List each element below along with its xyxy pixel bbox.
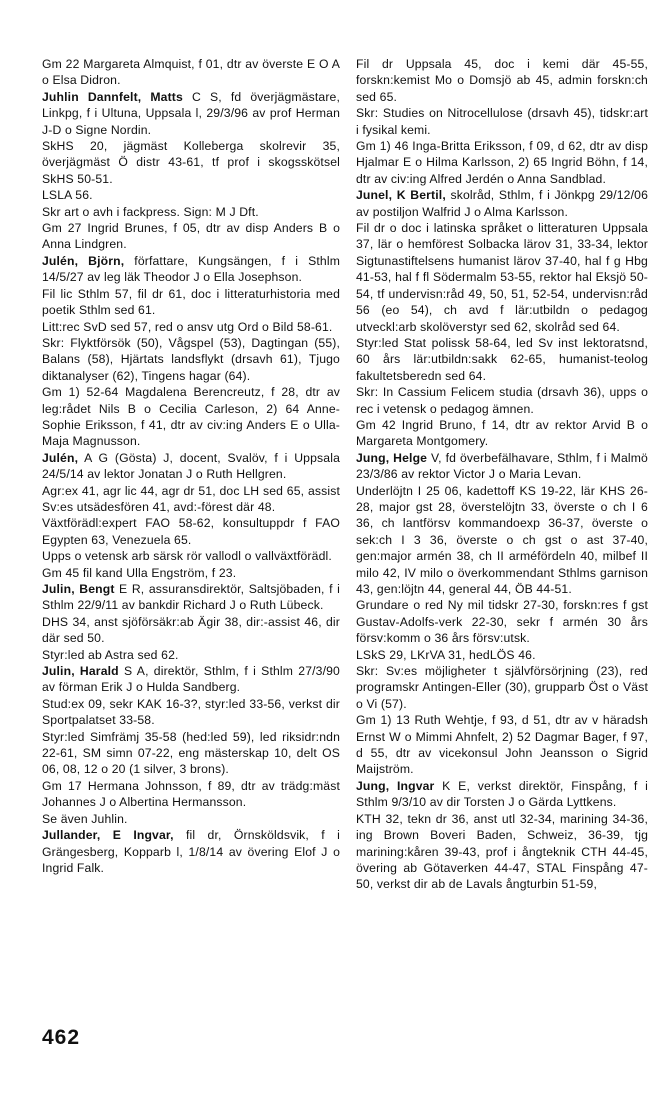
entry-text: Växtförädl:expert FAO 58-62, konsultuppdr f FAO Egypten 63, Venezuela 65. (42, 516, 340, 547)
entry-paragraph (42, 729, 340, 778)
entry-heading-paragraph (356, 187, 648, 220)
entry-text: Grundare o red Ny mil tidskr 27-30, forskn:res f gst Gustav-Adolfs-verk 22-30, sekr f armén 30 års försv:komm o 36 års försv:utsk. (356, 598, 648, 646)
entry-text: Skr: Sv:es möjligheter t självförsörjning (23), red programskr Antingen-Eller (30), grupparb Öst o Väst o Vi (57). (356, 664, 648, 711)
entry-paragraph (42, 384, 340, 450)
entry-paragraph (356, 138, 648, 187)
entry-text: Gm 1) 46 Inga-Britta Eriksson, f 09, d 62, dtr av disp Hjalmar E o Hilma Karlsson, 2) 65 Ingrid Böhn, f 14, dtr av civ:ing Alfred Jerdén o Anna Sandblad. (356, 139, 648, 186)
entry-paragraph (42, 56, 340, 89)
entry-paragraph (356, 483, 648, 598)
entry-text: S A, direktör, Sthlm, f i Sthlm 27/3/90 av förman Erik J o Hulda Sandberg. (42, 664, 340, 695)
entry-name: Julén, (42, 450, 79, 465)
entry-text: Skr art o avh i fackpress. Sign: M J Dft. (42, 204, 259, 219)
entry-name: Juhlin Dannfelt, Matts (42, 89, 183, 104)
entry-text: Styr:led ab Astra sed 62. (42, 647, 179, 662)
entry-text: LSkS 29, LKrVA 31, hedLÖS 46. (356, 647, 536, 662)
entry-text: V, fd överbefälhavare, Sthlm, f i Malmö 23/3/86 av rektor Victor J o Maria Levan. (356, 450, 648, 482)
entry-text: Underlöjtn I 25 06, kadettoff KS 19-22, lär KHS 26-28, major gst 28, överstelöjtn 33, överste o ch I 6 36, ch lantförsv kommandoexp 36-37, överste o sek:ch I 3 36, överste o ch gst o ast 37-40, gen:major armén 38, ch II arméfördeln 40, milbef II milo 42, IV milo o överkommendant Sthlms garnison 43, gen:löjtn 44, general 44, ÖB 44-51. (356, 483, 648, 596)
entry-name: Jung, Helge (356, 450, 428, 465)
entry-text: SkHS 20, jägmäst Kolleberga skolrevir 35, överjägmäst Ö distr 43-61, tf prof i skogsskötsel SkHS 50-51. (42, 139, 340, 186)
entry-heading-paragraph (42, 827, 340, 876)
entry-text: Gm 27 Ingrid Brunes, f 05, dtr av disp Anders B o Anna Lindgren. (42, 221, 340, 252)
entry-heading-paragraph (356, 450, 648, 483)
entry-name: Julin, Harald (42, 664, 119, 679)
entry-name: Julin, Bengt (42, 582, 115, 596)
entry-paragraph (42, 483, 340, 516)
entry-name: Jullander, E Ingvar, (42, 828, 174, 843)
entry-paragraph (42, 696, 340, 729)
entry-text: Skr: Studies on Nitrocellulose (drsavh 45), tidskr:art i fysikal kemi. (356, 106, 648, 137)
entry-paragraph (42, 515, 340, 548)
entry-paragraph (356, 417, 648, 450)
entry-text: DHS 34, anst sjöförsäkr:ab Ägir 38, dir:-assist 46, dir där sed 50. (42, 614, 340, 646)
entry-paragraph (42, 548, 340, 564)
entry-text: Gm 17 Hermana Johnsson, f 89, dtr av trädg:mäst Johannes J o Albertina Hermansson. (42, 778, 340, 810)
entry-paragraph (42, 204, 340, 220)
entry-text: A G (Gösta) J, docent, Svalöv, f i Uppsala 24/5/14 av lektor Jonatan J o Ruth Hellgren. (42, 450, 340, 482)
entry-paragraph (356, 647, 648, 663)
entry-text: Fil dr Uppsala 45, doc i kemi där 45-55, forskn:kemist Mo o Domsjö ab 45, admin forskn:ch sed 65. (356, 57, 648, 104)
entry-text: Gm 45 fil kand Ulla Engström, f 23. (42, 565, 237, 580)
entry-paragraph (42, 187, 340, 203)
entry-text: författare, Kungsängen, f i Sthlm 14/5/27 av leg läk Theodor J o Ella Josephson. (42, 253, 340, 285)
left-column (42, 56, 340, 876)
entry-text: Gm 22 Margareta Almquist, f 01, dtr av överste E O A o Elsa Didron. (42, 57, 340, 88)
entry-text: C S, fd överjägmästare, Linkpg, f i Ultuna, Uppsala l, 29/3/96 av prof Herman J-D o Signe Nordin. (42, 89, 341, 137)
entry-paragraph (42, 778, 340, 811)
entry-text: Stud:ex 09, sekr KAK 16-3?, styr:led 33-56, verkst dir Sportpalatset 33-58. (42, 696, 340, 728)
entry-text: Litt:rec SvD sed 57, red o ansv utg Ord o Bild 58-61. (42, 319, 333, 334)
entry-text: Gm 1) 52-64 Magdalena Berencreutz, f 28, dtr av leg:rådet Nils B o Cecilia Carleson, 2) 64 Anne-Sophie Eriksson, f 41, dtr av civ:ing Anders E o Ulla-Maja Magnusson. (42, 385, 340, 449)
entry-text: skolråd, Sthlm, f i Jönkpg 29/12/06 av postiljon Walfrid J o Alma Karlsson. (356, 188, 648, 219)
entry-text: Gm 1) 13 Ruth Wehtje, f 93, d 51, dtr av v häradsh Ernst W o Mimmi Ahnfelt, 2) 52 Dagmar Bager, f 97, d 55, dtr av vicekonsul John Jeansson o Sigrid Maijström. (356, 713, 648, 777)
entry-name: Junel, K Bertil, (356, 188, 446, 203)
right-column (356, 56, 648, 893)
entry-paragraph (42, 614, 340, 647)
entry-text: fil dr, Örnsköldsvik, f i Grängesberg, Kopparb l, 1/8/14 av övering Elof J o Ingrid Falk. (42, 828, 340, 875)
entry-paragraph (42, 220, 340, 253)
entry-paragraph (356, 335, 648, 384)
entry-paragraph (42, 286, 340, 319)
entry-text: Gm 42 Ingrid Bruno, f 14, dtr av rektor Arvid B o Margareta Montgomery. (356, 417, 648, 449)
entry-name: Jung, Ingvar (356, 778, 435, 793)
entry-text: Agr:ex 41, agr lic 44, agr dr 51, doc LH sed 65, assist Sv:es utsädesfören 41, avd:-förest där 48. (42, 483, 340, 514)
entry-name: Julén, Björn, (42, 253, 125, 268)
entry-paragraph (42, 138, 340, 187)
entry-paragraph (356, 105, 648, 138)
entry-paragraph (42, 811, 340, 827)
entry-text: E R, assuransdirektör, Saltsjöbaden, f i Sthlm 22/9/11 av bankdir Richard J o Ruth Lübeck. (42, 582, 340, 613)
entry-heading-paragraph (42, 450, 340, 483)
entry-heading-paragraph (42, 253, 340, 286)
entry-paragraph (356, 384, 648, 417)
entry-text: LSLA 56. (42, 188, 93, 203)
entry-text: Skr: Flyktförsök (50), Vågspel (53), Dagtingan (55), Balans (58), Hjärtats landsflykt (drsavh 61), Tjugo diktanalyser (62), Tingens hagar (64). (42, 335, 340, 383)
entry-heading-paragraph (42, 581, 340, 614)
entry-text: KTH 32, tekn dr 36, anst utl 32-34, marining 34-36, ing Brown Boveri Baden, Schweiz, 36-39, tjg marining:kåren 39-43, prof i ångteknik CTH 44-45, övering ab Götaverken 44-47, STAL Finspång 47-50, verkst dir ab de Lavals ångturbin 51-59, (356, 811, 648, 892)
entry-paragraph (356, 811, 648, 893)
entry-text: K E, verkst direktör, Finspång, f i Sthlm 9/3/10 av dir Torsten J o Gärda Lyttkens. (356, 778, 648, 810)
entry-paragraph (42, 565, 340, 581)
entry-text: Skr: In Cassium Felicem studia (drsavh 36), upps o rec i vetensk o pedagog ämnen. (356, 385, 648, 416)
entry-text: Fil lic Sthlm 57, fil dr 61, doc i litteraturhistoria med poetik Sthlm sed 61. (42, 286, 340, 318)
entry-paragraph (356, 56, 648, 105)
entry-paragraph (42, 319, 340, 335)
entry-heading-paragraph (42, 89, 340, 138)
entry-text: Styr:led Simfrämj 35-58 (hed:led 59), led riksidr:ndn 22-61, SM simn 07-22, eng mästerskap 10, delt OS 06, 08, 12 o 20 (1 silver, 3 brons). (42, 729, 340, 777)
entry-text: Se även Juhlin. (42, 811, 128, 826)
entry-heading-paragraph (42, 663, 340, 696)
page-number: 462 (42, 1026, 81, 1049)
entry-paragraph (42, 335, 340, 384)
entry-paragraph (42, 647, 340, 663)
entry-paragraph (356, 712, 648, 778)
entry-paragraph (356, 220, 648, 335)
entry-text: Fil dr o doc i latinska språket o litteraturen Uppsala 37, lär o hemförest Solbacka lärov 31, 33-34, lektor Sigtunastiftelsens humanist lärov 37-40, hal f g Hbg 41-53, hal f fl Södermalm 53-55, rektor hal Eksjö 50-54, tf undervisn:råd 49, 50, 51, 52-54, undervisn:råd 56 (eo 54), ch avd f lär:utbildn o pedagog utveckl:arb skolöverstyr sed 62, skolråd sed 64. (356, 221, 648, 334)
entry-heading-paragraph (356, 778, 648, 811)
entry-text: Styr:led Stat polissk 58-64, led Sv inst lektoratsnd, 60 års lär:utbildn:sakk 62-65, humanist-teolog fakultetsberedn sed 64. (356, 335, 648, 383)
entry-paragraph (356, 663, 648, 712)
entry-paragraph (356, 597, 648, 646)
entry-text: Upps o vetensk arb särsk rör vallodl o vallväxtförädl. (42, 549, 332, 564)
